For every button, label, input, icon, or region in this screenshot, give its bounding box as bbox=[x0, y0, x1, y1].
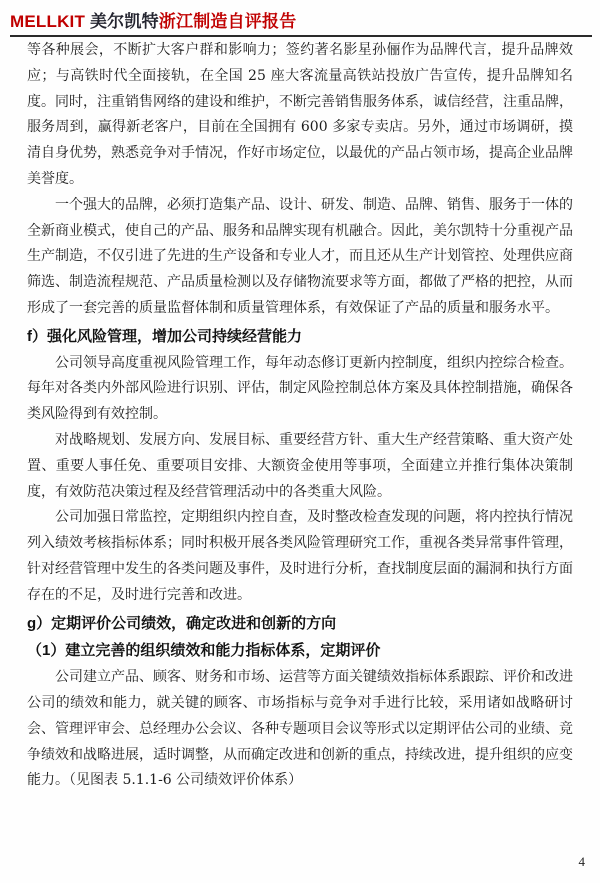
paragraph-kpi-tracking: 公司建立产品、顾客、财务和市场、运营等方面关键绩效指标体系跟踪、评价和改进公司的绩效和能力，就关键的顾客、市场指标与竞争对手进行比较，采用诸如战略研讨会、管理评审会、总经理办公会议、各种专题项目会议等形式以定期评估公司的业绩、竞争绩效和战略进展，适时调整，从而确定改进和创新的重点，持续改进，提升组织的应变能力。（见图表 5.1.1-6 公司绩效评价体系） bbox=[27, 669, 573, 789]
paragraph-brand-promotion: 等各种展会，不断扩大客户群和影响力；签约著名影星孙俪作为品牌代言，提升品牌效应；与高铁时代全面接轨，在全国 25 座大客流量高铁站投放广告宣传，提升品牌知名度。同时，注重销售网络的建设和维护，不断完善销售服务体系，诚信经营，注重品牌，服务周到，赢得新老客户，目前在全国拥有 600 多家专卖店。另外，通过市场调研，摸清自身优势，熟悉竞争对手情况，作好市场定位，以最优的产品占领市场，提高企业品牌美誉度。 bbox=[27, 42, 573, 187]
page-number: 4 bbox=[578, 854, 585, 869]
heading-risk-management: f）强化风险管理，增加公司持续经营能力 bbox=[27, 327, 302, 345]
page-header bbox=[10, 7, 592, 37]
brand-name-cn: 美尔凯特 bbox=[89, 12, 159, 31]
paragraph-brand-manufacturing: 一个强大的品牌，必须打造集产品、设计、研发、制造、品牌、销售、服务于一体的全新商业模式，使自己的产品、服务和品牌实现有机融合。因此，美尔凯特十分重视产品生产制造，不仅引进了先进的生产设备和专业人才，而且还从生产计划管控、处理供应商筛选、制造流程规范、产品质量检测以及存储物流要求等方面，都做了严格的把控，从而形成了一套完善的质量监督体制和质量管理体系，有效保证了产品的质量和服务水平。 bbox=[27, 196, 573, 316]
document-body bbox=[27, 38, 573, 794]
brand-logo-text: MELLKIT bbox=[10, 12, 90, 31]
paragraph-daily-monitoring: 公司加强日常监控，定期组织内控自查，及时整改检查发现的问题，将内控执行情况列入绩效考核指标体系；同时积极开展各类风险管理研究工作，重视各类异常事件管理，针对经营管理中发生的各类问题及事件，及时进行分析，查找制度层面的漏洞和执行方面存在的不足，及时进行完善和改进。 bbox=[27, 509, 573, 603]
heading-kpi-system: （1）建立完善的组织绩效和能力指标体系，定期评价 bbox=[27, 642, 381, 660]
heading-performance-evaluation: g）定期评价公司绩效，确定改进和创新的方向 bbox=[27, 614, 337, 632]
paragraph-internal-control: 公司领导高度重视风险管理工作，每年动态修订更新内控制度，组织内控综合检查。每年对各类内外部风险进行识别、评估，制定风险控制总体方案及具体控制措施，确保各类风险得到有效控制。 bbox=[27, 354, 573, 423]
paragraph-collective-decision: 对战略规划、发展方向、发展目标、重要经营方针、重大生产经营策略、重大资产处置、重要人事任免、重要项目安排、大额资金使用等事项，全面建立并推行集体决策制度，有效防范决策过程及经营管理活动中的各类重大风险。 bbox=[27, 431, 573, 500]
document-title: 浙江制造自评报告 bbox=[158, 12, 297, 31]
